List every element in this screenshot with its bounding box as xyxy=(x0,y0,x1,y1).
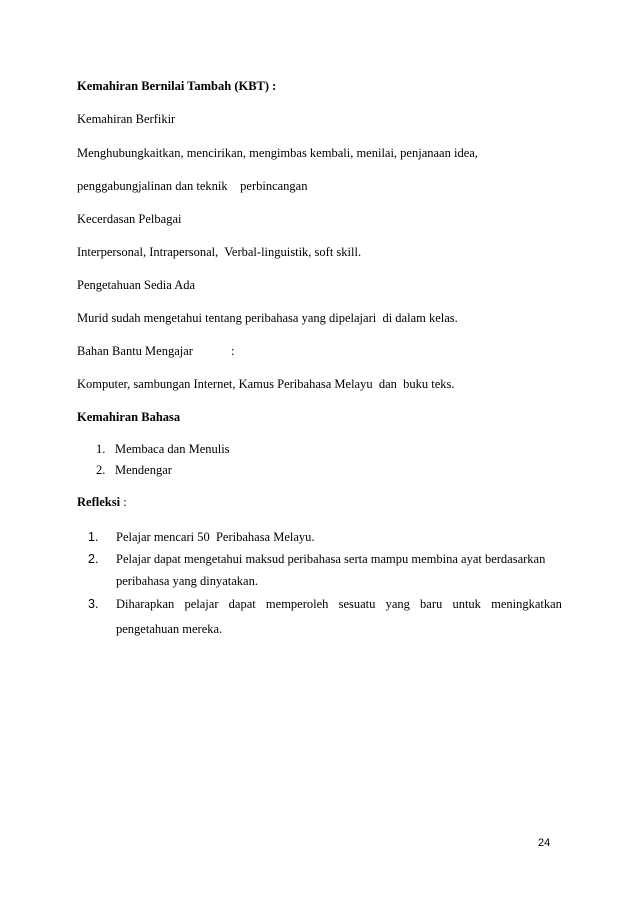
list-item xyxy=(96,441,230,457)
pengetahuan-line: Murid sudah mengetahui tentang peribahasa yang dipelajari di dalam kelas. xyxy=(77,311,458,325)
word: meningkatkan xyxy=(491,597,562,611)
list-item-number: 1. xyxy=(88,530,99,544)
list-item-text: peribahasa yang dinyatakan. xyxy=(116,574,258,588)
list-item-text xyxy=(116,596,562,612)
bbm-line: Komputer, sambungan Internet, Kamus Peribahasa Melayu dan buku teks. xyxy=(77,377,455,391)
bbm-colon: : xyxy=(231,344,235,358)
berfikir-line-2: penggabungjalinan dan teknik perbincangan xyxy=(77,179,308,193)
bahasa-heading: Kemahiran Bahasa xyxy=(77,410,181,424)
word: untuk xyxy=(452,597,481,611)
list-item-text: pengetahuan mereka. xyxy=(116,622,223,636)
word: dapat xyxy=(228,597,256,611)
bbm-heading: Bahan Bantu Mengajar xyxy=(77,344,193,358)
word: baru xyxy=(420,597,443,611)
page-number: 24 xyxy=(538,837,551,849)
word: memperoleh xyxy=(265,597,329,611)
list-item-text: Mendengar xyxy=(115,463,172,477)
word: sesuatu xyxy=(338,597,376,611)
kecerdasan-line: Interpersonal, Intrapersonal, Verbal-linguistik, soft skill. xyxy=(77,245,362,259)
pengetahuan-heading: Pengetahuan Sedia Ada xyxy=(77,278,196,292)
refleksi-heading-row xyxy=(77,494,127,510)
list-item-number: 3. xyxy=(88,597,99,611)
kbt-heading: Kemahiran Bernilai Tambah (KBT) : xyxy=(77,79,277,93)
refleksi-heading: Refleksi xyxy=(77,495,121,509)
berfikir-heading: Kemahiran Berfikir xyxy=(77,112,176,126)
list-item-text: Membaca dan Menulis xyxy=(115,442,230,456)
word: Diharapkan xyxy=(116,597,175,611)
word: yang xyxy=(385,597,410,611)
refleksi-colon: : xyxy=(120,495,127,509)
list-item-text: Pelajar dapat mengetahui maksud peribahasa serta mampu membina ayat berdasarkan xyxy=(116,552,546,566)
list-item-number: 2. xyxy=(88,552,99,566)
list-item-number: 2. xyxy=(96,463,106,477)
word: pelajar xyxy=(184,597,219,611)
list-item xyxy=(96,462,172,478)
kecerdasan-heading: Kecerdasan Pelbagai xyxy=(77,212,182,226)
list-item-number: 1. xyxy=(96,442,106,456)
berfikir-line-1: Menghubungkaitkan, mencirikan, mengimbas kembali, menilai, penjanaan idea, xyxy=(77,146,478,160)
list-item-text: Pelajar mencari 50 Peribahasa Melayu. xyxy=(116,530,315,544)
